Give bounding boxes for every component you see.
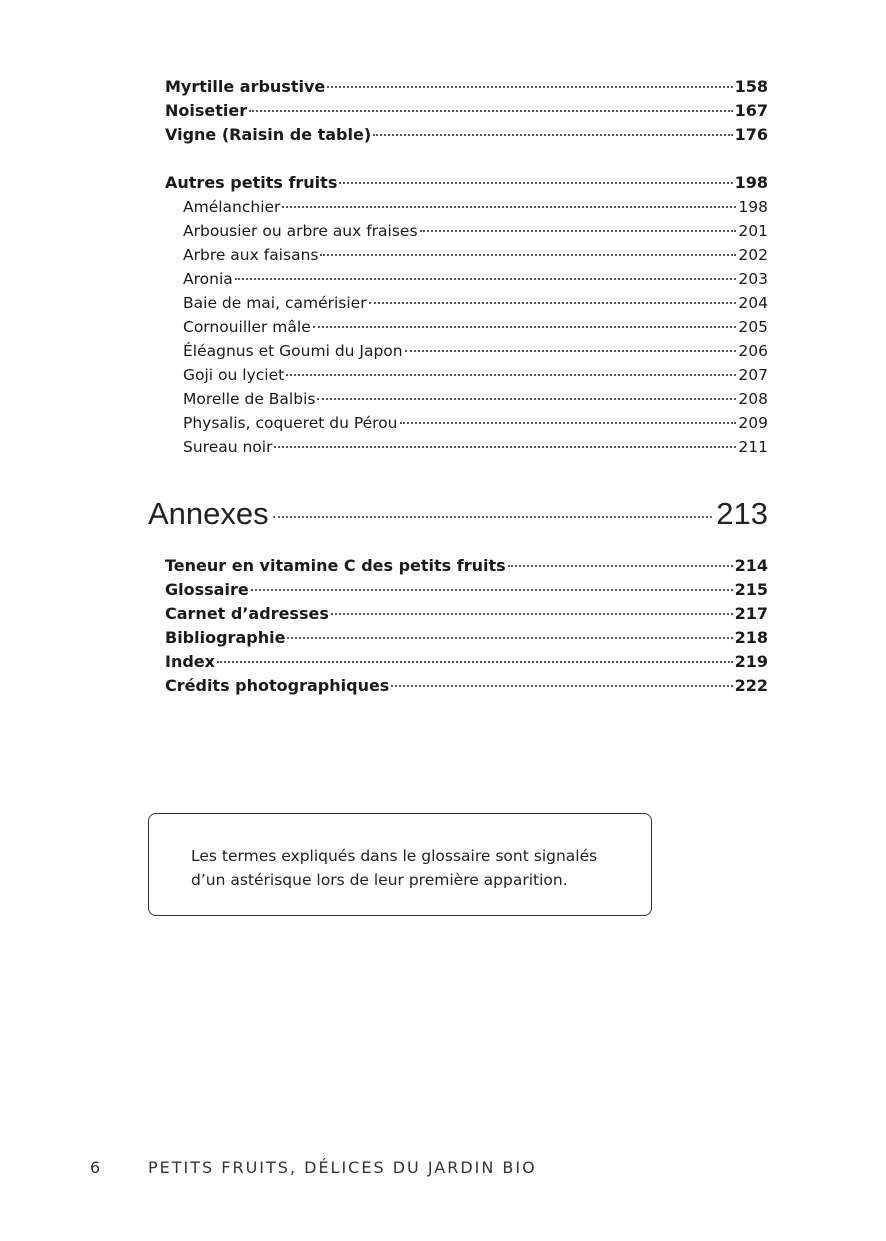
toc-entry-title: Glossaire: [165, 580, 249, 599]
leader-dots: [331, 613, 733, 615]
toc-entry-page: 205: [738, 318, 768, 336]
toc-entry-title: Goji ou lyciet: [183, 366, 285, 384]
toc-entry-title: Arbousier ou arbre aux fraises: [183, 222, 418, 240]
toc-entry[interactable]: [165, 602, 768, 626]
toc-subentry[interactable]: [165, 411, 768, 435]
toc-entry-page: 219: [734, 652, 768, 671]
toc-entry-page: 208: [738, 390, 768, 408]
leader-dots: [369, 302, 737, 304]
leader-dots: [391, 685, 732, 687]
leader-dots: [339, 182, 732, 184]
toc-entry-title: Autres petits fruits: [165, 173, 338, 192]
toc-entry-title: Noisetier: [165, 101, 248, 120]
leader-dots: [287, 637, 732, 639]
leader-dots: [251, 589, 733, 591]
toc-entry-title: Index: [165, 652, 215, 671]
toc-entry-page: 204: [738, 294, 768, 312]
leader-dots: [217, 661, 733, 663]
leader-dots: [320, 254, 736, 256]
toc-entry-page: 222: [734, 676, 768, 695]
toc-top-list: [165, 75, 768, 147]
toc-subentry[interactable]: [165, 243, 768, 267]
toc-entry-title: Arbre aux faisans: [183, 246, 319, 264]
toc-entry[interactable]: [165, 674, 768, 698]
section-page: 213: [716, 496, 768, 531]
toc-entry-title: Myrtille arbustive: [165, 77, 326, 96]
toc-entry-page: 206: [738, 342, 768, 360]
leader-dots: [373, 134, 732, 136]
toc-subentry[interactable]: [165, 195, 768, 219]
running-title: PETITS FRUITS, DÉLICES DU JARDIN BIO: [148, 1158, 537, 1177]
toc-subentry[interactable]: [165, 315, 768, 339]
toc-entry-title: Éléagnus et Goumi du Japon: [183, 342, 403, 360]
toc-entry-page: 158: [734, 77, 768, 96]
toc-entry[interactable]: [165, 99, 768, 123]
note-line: Les termes expliqués dans le glossaire sont signalés: [191, 847, 598, 865]
leader-dots: [274, 446, 736, 448]
toc-entry-page: 211: [738, 438, 768, 456]
toc-subentry[interactable]: [165, 219, 768, 243]
toc-entry[interactable]: [165, 554, 768, 578]
toc-autres-list: [165, 171, 768, 459]
leader-dots: [273, 516, 713, 518]
toc-entry-page: 214: [734, 556, 768, 575]
toc-entry[interactable]: [165, 650, 768, 674]
toc-entry-title: Crédits photographiques: [165, 676, 390, 695]
toc-entry-page: 217: [734, 604, 768, 623]
toc-entry-page: 201: [738, 222, 768, 240]
toc-entry-title: Teneur en vitamine C des petits fruits: [165, 556, 506, 575]
toc-entry-title: Cornouiller mâle: [183, 318, 311, 336]
section-title: Annexes: [148, 496, 269, 531]
toc-subentry[interactable]: [165, 291, 768, 315]
toc-entry-title: Vigne (Raisin de table): [165, 125, 372, 144]
toc-entry[interactable]: [165, 578, 768, 602]
toc-entry-page: 215: [734, 580, 768, 599]
toc-subentry[interactable]: [165, 435, 768, 459]
leader-dots: [508, 565, 733, 567]
note-line: d’un astérisque lors de leur première apparition.: [191, 871, 568, 889]
toc-annexes-list: [165, 554, 768, 698]
toc-entry[interactable]: [165, 75, 768, 99]
toc-entry-title: Physalis, coqueret du Pérou: [183, 414, 398, 432]
toc-entry-title: Baie de mai, camérisier: [183, 294, 367, 312]
toc-group-heading[interactable]: [165, 171, 768, 195]
leader-dots: [235, 278, 737, 280]
toc-subentry[interactable]: [165, 387, 768, 411]
toc-entry[interactable]: [165, 123, 768, 147]
toc-entry-page: 176: [734, 125, 768, 144]
toc-entry[interactable]: [165, 626, 768, 650]
toc-entry-page: 209: [738, 414, 768, 432]
leader-dots: [313, 326, 737, 328]
toc-entry-page: 167: [734, 101, 768, 120]
leader-dots: [420, 230, 737, 232]
toc-entry-title: Amélanchier: [183, 198, 281, 216]
leader-dots: [327, 86, 732, 88]
toc-section-annexes[interactable]: [148, 494, 768, 534]
toc-entry-page: 202: [738, 246, 768, 264]
leader-dots: [405, 350, 737, 352]
leader-dots: [400, 422, 737, 424]
toc-subentry[interactable]: [165, 339, 768, 363]
toc-entry-page: 198: [734, 173, 768, 192]
toc-entry-page: 203: [738, 270, 768, 288]
leader-dots: [282, 206, 736, 208]
leader-dots: [249, 110, 732, 112]
toc-entry-title: Aronia: [183, 270, 233, 288]
page-footer: [90, 1158, 790, 1177]
page-number: 6: [90, 1158, 103, 1177]
glossary-note-box: [148, 813, 652, 916]
toc-subentry[interactable]: [165, 267, 768, 291]
toc-entry-page: 218: [734, 628, 768, 647]
toc-entry-title: Morelle de Balbis: [183, 390, 316, 408]
toc-subentry[interactable]: [165, 363, 768, 387]
leader-dots: [286, 374, 736, 376]
toc-entry-title: Sureau noir: [183, 438, 273, 456]
leader-dots: [317, 398, 736, 400]
toc-entry-title: Bibliographie: [165, 628, 286, 647]
toc-entry-title: Carnet d’adresses: [165, 604, 329, 623]
toc-entry-page: 198: [738, 198, 768, 216]
toc-entry-page: 207: [738, 366, 768, 384]
